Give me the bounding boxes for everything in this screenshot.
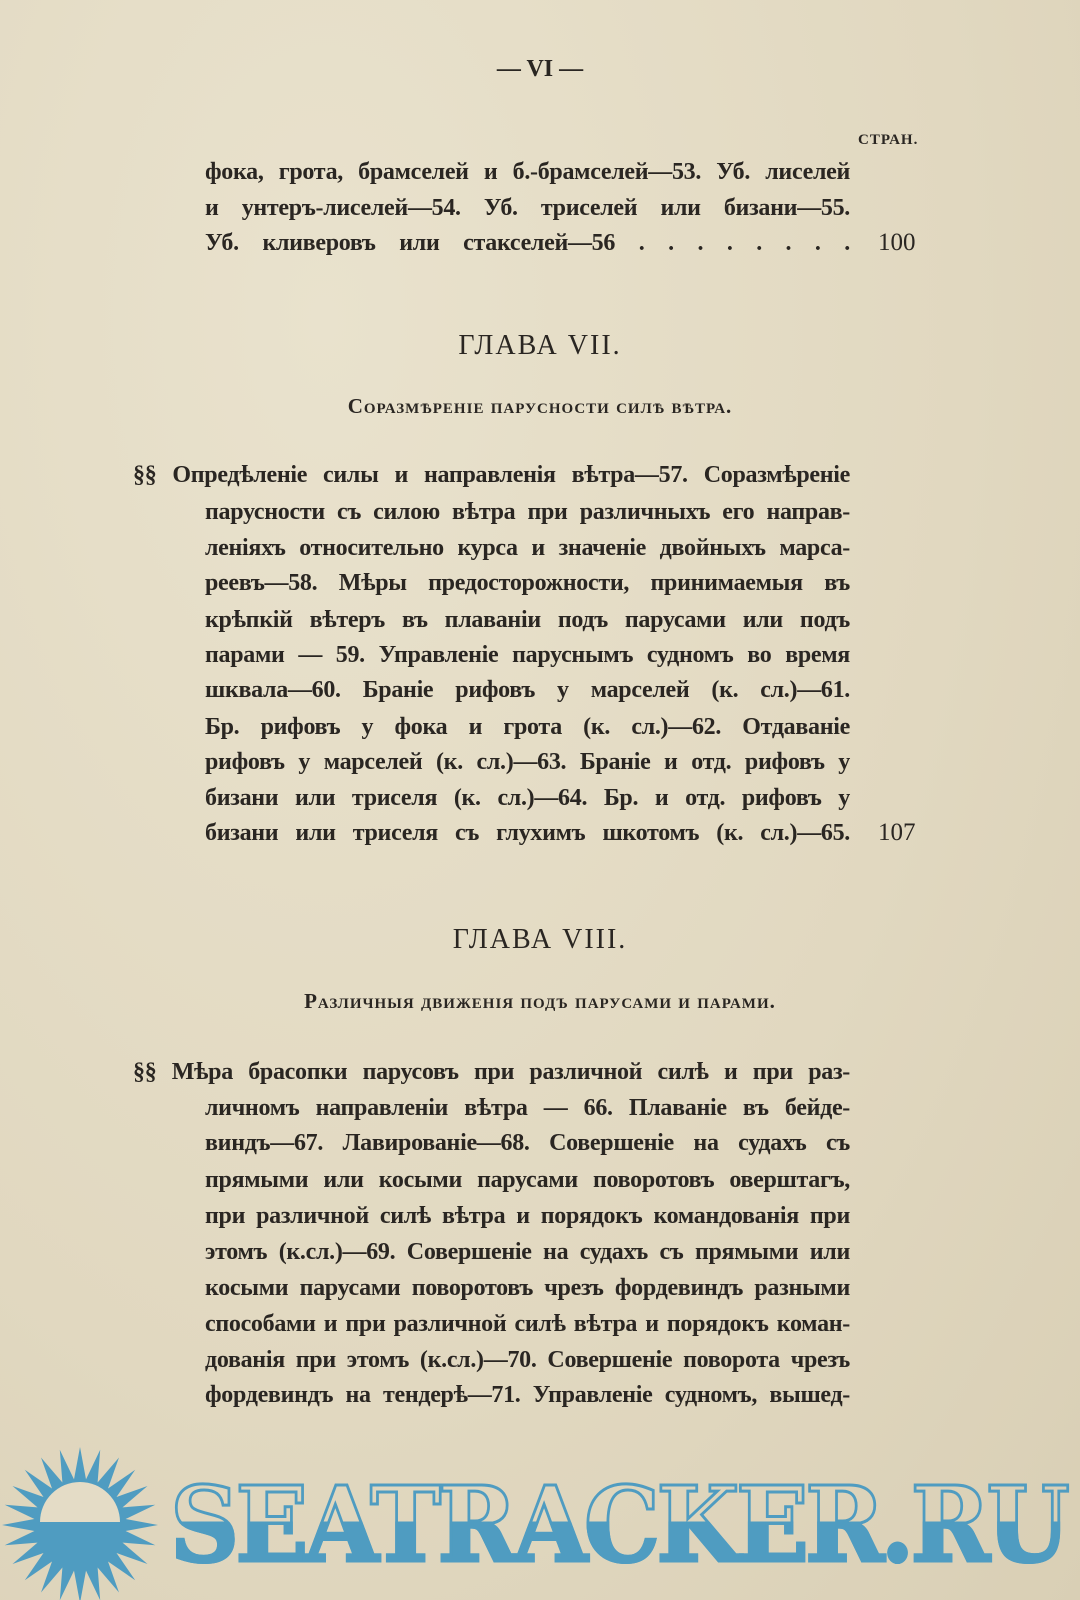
text-line: парами — 59. Управленіе паруснымъ судномъ во время [205,642,850,668]
text-line: §§ Мѣра брасопки парусовъ при различной силѣ и при раз- [133,1059,850,1085]
text-line: фока, грота, брамселей и б.-брамселей—53. Уб. лиселей [205,159,850,185]
text-line: реевъ—58. Мѣры предосторожности, принимаемыя въ [205,570,850,596]
chapter-subtitle: Соразмѣреніе парусности силѣ вѣтра. [347,394,733,418]
text-line: этомъ (к.сл.)—69. Совершеніе на судахъ съ прямыми или [205,1239,850,1265]
text-line: рифовъ у марселей (к. сл.)—63. Браніе и отд. рифовъ у [205,749,850,775]
chapter-subtitle: Различныя движенія подъ парусами и парами. [304,989,776,1013]
text-line: косыми парусами поворотовъ чрезъ фордевиндъ разными [205,1275,850,1301]
text-line: §§ Опредѣленіе силы и направленія вѣтра—57. Соразмѣреніе [133,462,850,488]
watermark-logo: SEATRACKER.RU [170,1463,1067,1586]
page-number: — VI — [496,56,584,82]
text-line: Бр. рифовъ у фока и грота (к. сл.)—62. Отдаваніе [205,714,850,740]
chapter-heading: ГЛАВА VII. [458,330,622,361]
text-line: и унтеръ-лиселей—54. Уб. триселей или бизани—55. [205,195,850,221]
text-line: бизани или триселя съ глухимъ шкотомъ (к. сл.)—65. [205,820,850,846]
chapter-heading: ГЛАВА VIII. [452,924,628,955]
page-ref: 107 [878,819,916,846]
text-line: личномъ направленіи вѣтра — 66. Плаваніе въ бейде- [205,1095,850,1121]
text-line: прямыми или косыми парусами поворотовъ оверштагъ, [205,1167,850,1193]
text-line: парусности съ силою вѣтра при различныхъ его направ- [205,499,850,525]
text-line: дованія при этомъ (к.сл.)—70. Совершеніе поворота чрезъ [205,1347,850,1373]
text-line: крѣпкій вѣтеръ въ плаваніи подъ парусами или подъ [205,607,850,633]
column-label: СТРАН. [858,132,919,148]
page-ref: 100 [878,229,916,256]
text-line: Уб. кливеровъ или стакселей—56 . . . . . . . . [205,230,850,256]
text-line: при различной силѣ вѣтра и порядокъ командованія при [205,1203,850,1229]
text-line: фордевиндъ на тендерѣ—71. Управленіе судномъ, вышед- [205,1382,850,1408]
text-line: способами и при различной силѣ вѣтра и порядокъ коман- [205,1311,850,1337]
text-line: леніяхъ относительно курса и значеніе двойныхъ марса- [205,535,850,561]
text-line: виндъ—67. Лавированіе—68. Совершеніе на судахъ съ [205,1130,850,1156]
sun-logo-icon [0,1440,160,1600]
text-line: бизани или триселя (к. сл.)—64. Бр. и отд. рифовъ у [205,785,850,811]
text-line: шквала—60. Браніе рифовъ у марселей (к. сл.)—61. [205,677,850,703]
